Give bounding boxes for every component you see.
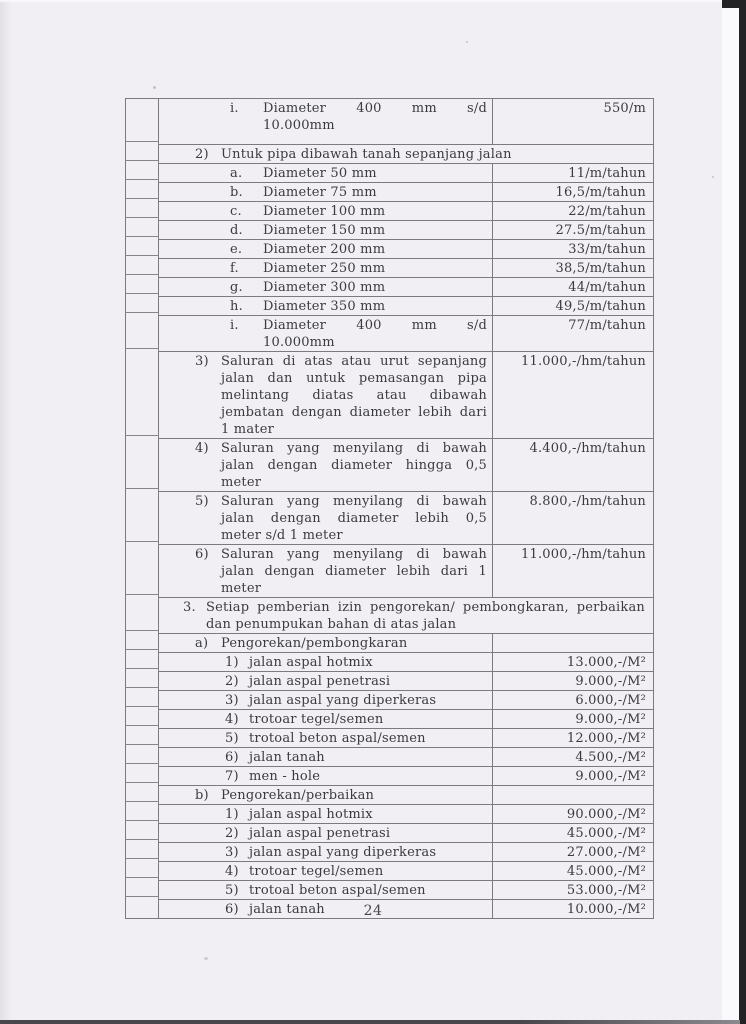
scan-corner-dark xyxy=(722,0,746,8)
tariff-cell: 11/m/tahun xyxy=(493,164,654,183)
description-cell xyxy=(159,843,493,862)
item-text xyxy=(263,279,487,296)
description-cell xyxy=(159,240,493,259)
table-row xyxy=(126,259,654,278)
tariff-cell: 9.000,-/M² xyxy=(493,672,654,691)
row-left-cell xyxy=(126,824,159,843)
table-row xyxy=(126,145,654,164)
item-marker: b. xyxy=(230,185,243,200)
table-row xyxy=(126,352,654,439)
item-text xyxy=(221,440,487,491)
table-row xyxy=(126,439,654,492)
tariff-table xyxy=(125,98,654,919)
page-number: 24 xyxy=(363,903,383,919)
item-text xyxy=(263,298,487,315)
tariff-cell: 9.000,-/M² xyxy=(493,767,654,786)
table-row xyxy=(126,99,654,145)
table-row xyxy=(126,297,654,316)
description-line: jalan dengan diameter lebih dari 1 xyxy=(221,564,487,579)
description-cell xyxy=(159,492,493,545)
tariff-cell: 77/m/tahun xyxy=(493,316,654,352)
item-marker: 3) xyxy=(225,845,239,860)
item-marker: i. xyxy=(230,318,239,333)
tariff-cell: 6.000,-/M² xyxy=(493,691,654,710)
item-marker: c. xyxy=(230,204,242,219)
description-line: jalan tanah xyxy=(249,902,325,917)
table-row xyxy=(126,691,654,710)
description-line: Saluran yang menyilang di bawah xyxy=(221,547,487,562)
description-line: Diameter 50 mm xyxy=(263,166,377,181)
table-row xyxy=(126,805,654,824)
row-left-cell xyxy=(126,259,159,278)
row-left-cell xyxy=(126,598,159,634)
item-text xyxy=(249,882,487,899)
row-left-cell xyxy=(126,145,159,164)
item-text xyxy=(263,222,487,239)
item-marker: d. xyxy=(230,223,243,238)
tariff-cell xyxy=(493,634,654,653)
description-cell xyxy=(159,598,654,634)
description-line: Pengorekan/perbaikan xyxy=(221,788,375,803)
description-line: melintang diatas atau dibawah xyxy=(221,388,487,403)
description-cell xyxy=(159,786,493,805)
row-left-cell xyxy=(126,202,159,221)
description-line: jalan tanah xyxy=(249,750,325,765)
item-text xyxy=(221,787,487,804)
tariff-cell: 16,5/m/tahun xyxy=(493,183,654,202)
row-left-cell xyxy=(126,297,159,316)
description-line: jalan aspal yang diperkeras xyxy=(249,693,437,708)
description-line: trotoar tegel/semen xyxy=(249,712,384,727)
table-row xyxy=(126,767,654,786)
row-left-cell xyxy=(126,352,159,439)
description-line: jalan aspal hotmix xyxy=(249,807,373,822)
description-line: Diameter 300 mm xyxy=(263,280,386,295)
item-text xyxy=(249,673,487,690)
table-row xyxy=(126,492,654,545)
table-row xyxy=(126,545,654,598)
row-left-cell xyxy=(126,900,159,919)
item-text xyxy=(249,749,487,766)
description-line: dan penumpukan bahan di atas jalan xyxy=(206,617,457,632)
description-cell xyxy=(159,259,493,278)
item-text xyxy=(221,353,487,438)
description-line: trotoal beton aspal/semen xyxy=(249,883,426,898)
tariff-cell: 11.000,-/hm/tahun xyxy=(493,352,654,439)
row-left-cell xyxy=(126,164,159,183)
tariff-cell: 12.000,-/M² xyxy=(493,729,654,748)
item-text xyxy=(249,768,487,785)
tariff-cell: 45.000,-/M² xyxy=(493,862,654,881)
tariff-cell: 22/m/tahun xyxy=(493,202,654,221)
tariff-cell: 4.400,-/hm/tahun xyxy=(493,439,654,492)
item-text xyxy=(221,546,487,597)
row-left-cell xyxy=(126,278,159,297)
item-marker: 5) xyxy=(195,494,209,509)
item-marker: 7) xyxy=(225,769,239,784)
row-left-cell xyxy=(126,492,159,545)
item-marker: 6) xyxy=(195,547,209,562)
tariff-cell: 10.000,-/M² xyxy=(493,900,654,919)
item-marker: a. xyxy=(230,166,243,181)
tariff-cell: 53.000,-/M² xyxy=(493,881,654,900)
row-left-cell xyxy=(126,316,159,352)
description-line: 10.000mm xyxy=(263,335,335,350)
row-left-cell xyxy=(126,672,159,691)
item-marker: a) xyxy=(195,636,209,651)
description-cell xyxy=(159,221,493,240)
description-cell xyxy=(159,545,493,598)
description-cell xyxy=(159,297,493,316)
item-marker: 1) xyxy=(225,655,239,670)
description-line: Diameter 150 mm xyxy=(263,223,386,238)
table-row xyxy=(126,843,654,862)
row-left-cell xyxy=(126,805,159,824)
table-row xyxy=(126,221,654,240)
tariff-cell: 33/m/tahun xyxy=(493,240,654,259)
item-marker: 5) xyxy=(225,883,239,898)
item-marker: 4) xyxy=(195,441,209,456)
description-cell xyxy=(159,824,493,843)
description-line: Diameter 250 mm xyxy=(263,261,386,276)
item-marker: 6) xyxy=(225,750,239,765)
description-line: Diameter 400 mm s/d xyxy=(263,318,487,333)
item-marker: 6) xyxy=(225,902,239,917)
item-marker: 1) xyxy=(225,807,239,822)
tariff-cell: 90.000,-/M² xyxy=(493,805,654,824)
table-row xyxy=(126,824,654,843)
description-cell xyxy=(159,729,493,748)
table-row xyxy=(126,164,654,183)
table-row xyxy=(126,598,654,634)
description-cell xyxy=(159,881,493,900)
description-cell xyxy=(159,900,493,919)
item-marker: f. xyxy=(230,261,239,276)
scan-bottom-edge xyxy=(0,1020,740,1024)
item-marker: 3) xyxy=(195,354,209,369)
row-left-cell xyxy=(126,843,159,862)
item-marker: h. xyxy=(230,299,243,314)
row-left-cell xyxy=(126,183,159,202)
description-cell xyxy=(159,145,654,164)
item-text xyxy=(263,203,487,220)
table-row xyxy=(126,653,654,672)
item-marker: 3. xyxy=(183,600,196,615)
description-line: trotoar tegel/semen xyxy=(249,864,384,879)
description-line: Diameter 400 mm s/d xyxy=(263,101,487,116)
row-left-cell xyxy=(126,439,159,492)
item-marker: 4) xyxy=(225,864,239,879)
description-line: trotoal beton aspal/semen xyxy=(249,731,426,746)
item-text xyxy=(221,493,487,544)
item-text xyxy=(249,844,487,861)
tariff-cell: 550/m xyxy=(493,99,654,145)
item-text xyxy=(263,317,487,351)
item-text xyxy=(263,241,487,258)
description-line: jalan aspal penetrasi xyxy=(249,674,391,689)
description-cell xyxy=(159,634,493,653)
table-row xyxy=(126,183,654,202)
description-cell xyxy=(159,691,493,710)
row-left-cell xyxy=(126,767,159,786)
item-marker: i. xyxy=(230,101,239,116)
dust-speck xyxy=(712,176,714,178)
item-marker: e. xyxy=(230,242,243,257)
item-text xyxy=(249,825,487,842)
table-row xyxy=(126,316,654,352)
tariff-table-grid xyxy=(125,98,654,919)
description-cell xyxy=(159,653,493,672)
description-line: meter xyxy=(221,581,262,596)
description-line: Saluran yang menyilang di bawah xyxy=(221,494,487,509)
item-text xyxy=(249,863,487,880)
item-text xyxy=(263,260,487,277)
item-marker: b) xyxy=(195,788,209,803)
row-left-cell xyxy=(126,710,159,729)
tariff-cell: 45.000,-/M² xyxy=(493,824,654,843)
description-line: Pengorekan/pembongkaran xyxy=(221,636,408,651)
table-row xyxy=(126,240,654,259)
row-left-cell xyxy=(126,545,159,598)
tariff-cell: 4.500,-/M² xyxy=(493,748,654,767)
description-line: Saluran di atas atau urut sepanjang xyxy=(221,354,487,369)
tariff-cell: 44/m/tahun xyxy=(493,278,654,297)
description-line: jalan aspal penetrasi xyxy=(249,826,391,841)
description-cell xyxy=(159,767,493,786)
table-row xyxy=(126,202,654,221)
row-left-cell xyxy=(126,653,159,672)
item-marker: 3) xyxy=(225,693,239,708)
description-cell xyxy=(159,202,493,221)
tariff-cell: 13.000,-/M² xyxy=(493,653,654,672)
description-line: 1 mater xyxy=(221,422,275,437)
scan-right-dark-band xyxy=(739,0,746,1024)
item-text xyxy=(263,100,487,134)
row-left-cell xyxy=(126,240,159,259)
description-line: Diameter 200 mm xyxy=(263,242,386,257)
row-left-cell xyxy=(126,862,159,881)
dust-speck xyxy=(153,86,156,89)
tariff-cell: 38,5/m/tahun xyxy=(493,259,654,278)
description-cell xyxy=(159,710,493,729)
item-text xyxy=(249,711,487,728)
description-cell xyxy=(159,164,493,183)
description-cell xyxy=(159,99,493,145)
row-left-cell xyxy=(126,881,159,900)
tariff-cell: 8.800,-/hm/tahun xyxy=(493,492,654,545)
description-line: 10.000mm xyxy=(263,118,335,133)
description-line: Setiap pemberian izin pengorekan/ pembongkaran, perbaikan xyxy=(206,600,645,615)
item-text xyxy=(249,692,487,709)
row-left-cell xyxy=(126,99,159,145)
description-cell xyxy=(159,748,493,767)
description-cell xyxy=(159,439,493,492)
table-row xyxy=(126,710,654,729)
item-marker: 2) xyxy=(225,826,239,841)
description-line: Diameter 350 mm xyxy=(263,299,386,314)
description-line: men - hole xyxy=(249,769,321,784)
table-row xyxy=(126,278,654,297)
description-line: Untuk pipa dibawah tanah sepanjang jalan xyxy=(221,147,512,162)
description-line: jalan dengan diameter hingga 0,5 xyxy=(221,458,487,473)
description-line: Saluran yang menyilang di bawah xyxy=(221,441,487,456)
description-line: jalan dengan diameter lebih 0,5 xyxy=(221,511,487,526)
description-line: Diameter 100 mm xyxy=(263,204,386,219)
tariff-cell: 27.000,-/M² xyxy=(493,843,654,862)
item-marker: g. xyxy=(230,280,243,295)
description-cell xyxy=(159,316,493,352)
item-marker: 2) xyxy=(225,674,239,689)
tariff-cell: 49,5/m/tahun xyxy=(493,297,654,316)
table-row xyxy=(126,748,654,767)
row-left-cell xyxy=(126,691,159,710)
item-text xyxy=(249,730,487,747)
item-text xyxy=(249,806,487,823)
description-cell xyxy=(159,352,493,439)
item-text xyxy=(221,635,487,652)
tariff-cell: 9.000,-/M² xyxy=(493,710,654,729)
table-row xyxy=(126,862,654,881)
item-text xyxy=(263,184,487,201)
item-text xyxy=(263,165,487,182)
table-row xyxy=(126,881,654,900)
item-text xyxy=(249,654,487,671)
item-marker: 2) xyxy=(195,147,209,162)
description-line: jalan dan untuk pemasangan pipa xyxy=(221,371,487,386)
description-line: Diameter 75 mm xyxy=(263,185,377,200)
description-cell xyxy=(159,183,493,202)
tariff-cell xyxy=(493,786,654,805)
dust-speck xyxy=(204,957,208,960)
scan-top-edge-highlight xyxy=(0,0,746,3)
item-text xyxy=(221,146,645,163)
description-cell xyxy=(159,805,493,824)
description-line: meter xyxy=(221,475,262,490)
description-line: meter s/d 1 meter xyxy=(221,528,343,543)
dust-speck xyxy=(466,41,468,43)
description-cell xyxy=(159,672,493,691)
row-left-cell xyxy=(126,786,159,805)
tariff-cell: 11.000,-/hm/tahun xyxy=(493,545,654,598)
description-line: jembatan dengan diameter lebih dari xyxy=(221,405,487,420)
description-line: jalan aspal yang diperkeras xyxy=(249,845,437,860)
table-row xyxy=(126,786,654,805)
row-left-cell xyxy=(126,729,159,748)
scan-left-edge-shadow xyxy=(0,0,12,1024)
item-text xyxy=(206,599,645,633)
table-row xyxy=(126,672,654,691)
table-row xyxy=(126,634,654,653)
description-cell xyxy=(159,862,493,881)
description-line: jalan aspal hotmix xyxy=(249,655,373,670)
row-left-cell xyxy=(126,221,159,240)
row-left-cell xyxy=(126,748,159,767)
tariff-cell: 27.5/m/tahun xyxy=(493,221,654,240)
description-cell xyxy=(159,278,493,297)
item-marker: 5) xyxy=(225,731,239,746)
table-row xyxy=(126,729,654,748)
row-left-cell xyxy=(126,634,159,653)
item-marker: 4) xyxy=(225,712,239,727)
